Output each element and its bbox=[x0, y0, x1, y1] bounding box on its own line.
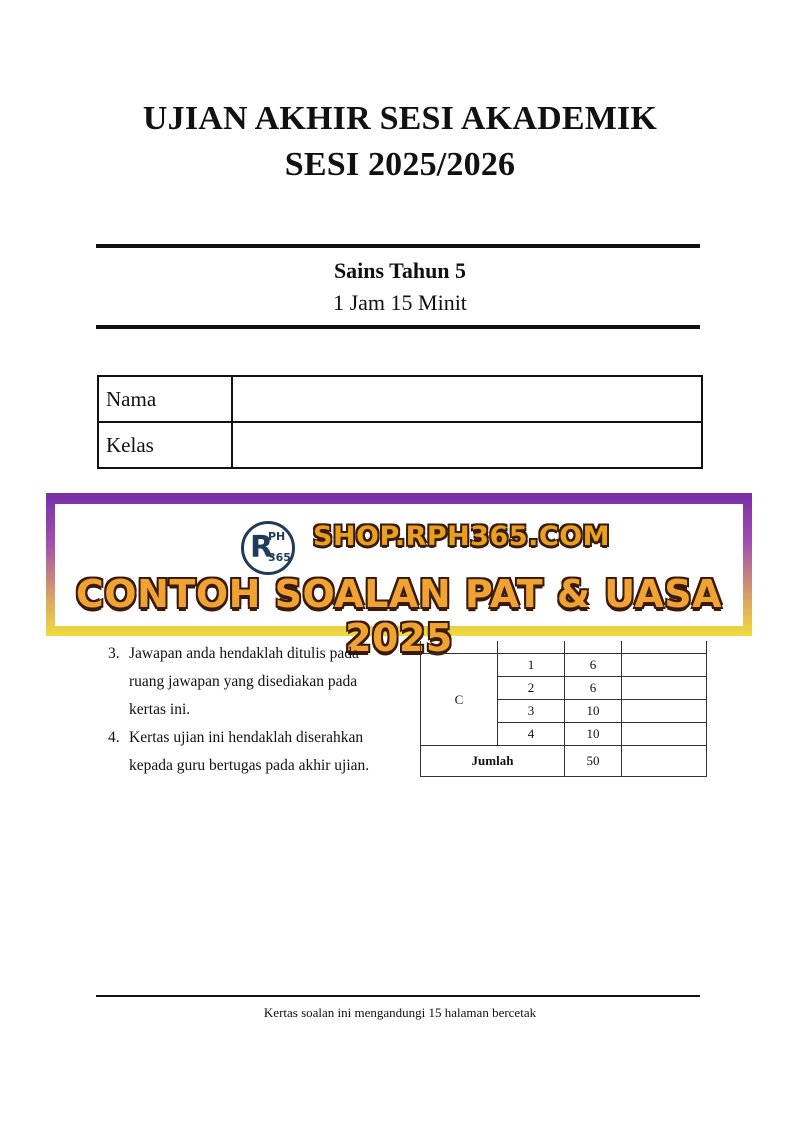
instruction-number: 3. bbox=[108, 645, 120, 662]
instruction-line: Jawapan anda hendaklah ditulis pada bbox=[129, 645, 359, 662]
name-label: Nama bbox=[98, 376, 232, 422]
promo-headline: CONTOH SOALAN PAT & UASA 2025 bbox=[75, 572, 723, 660]
instruction-line: kertas ini. bbox=[129, 701, 191, 718]
total-obtained bbox=[622, 746, 707, 777]
exam-title-line2: SESI 2025/2026 bbox=[284, 146, 516, 183]
logo-bottom-text: 365 bbox=[268, 551, 291, 564]
rph365-logo bbox=[241, 521, 295, 575]
total-label: Jumlah bbox=[421, 746, 565, 777]
section-label: C bbox=[421, 654, 498, 746]
instruction-item bbox=[108, 640, 398, 724]
name-field[interactable] bbox=[232, 376, 702, 422]
class-row bbox=[98, 422, 702, 468]
instruction-line: Kertas ujian ini hendaklah diserahkan bbox=[129, 729, 364, 746]
student-info-table bbox=[97, 375, 703, 469]
exam-duration: 1 Jam 15 Minit bbox=[333, 290, 467, 315]
table-row bbox=[421, 654, 707, 677]
full-marks: 6 bbox=[565, 677, 622, 700]
marks-obtained bbox=[622, 654, 707, 677]
bottom-rule bbox=[96, 325, 700, 329]
full-marks: 6 bbox=[565, 654, 622, 677]
top-rule bbox=[96, 244, 700, 248]
table-cell bbox=[498, 641, 565, 654]
question-number: 1 bbox=[498, 654, 565, 677]
shop-url: SHOP.RPH365.COM bbox=[313, 521, 611, 552]
total-row bbox=[421, 746, 707, 777]
class-field[interactable] bbox=[232, 422, 702, 468]
page-count-note: Kertas soalan ini mengandungi 15 halaman bercetak bbox=[263, 1005, 537, 1020]
instructions-list bbox=[108, 640, 398, 780]
instruction-line: ruang jawapan yang disediakan pada bbox=[129, 673, 358, 690]
class-label: Kelas bbox=[98, 422, 232, 468]
exam-title-line1: UJIAN AKHIR SESI AKADEMIK bbox=[142, 100, 658, 137]
question-number: 2 bbox=[498, 677, 565, 700]
instruction-item bbox=[108, 724, 398, 780]
subject-title: Sains Tahun 5 bbox=[333, 258, 467, 283]
question-number: 3 bbox=[498, 700, 565, 723]
full-marks: 10 bbox=[565, 723, 622, 746]
name-row bbox=[98, 376, 702, 422]
logo-top-text: PH bbox=[268, 530, 286, 543]
table-row bbox=[421, 641, 707, 654]
marks-obtained bbox=[622, 700, 707, 723]
instruction-number: 4. bbox=[108, 729, 120, 746]
table-cell bbox=[622, 641, 707, 654]
marks-obtained bbox=[622, 723, 707, 746]
full-marks: 10 bbox=[565, 700, 622, 723]
footer-rule bbox=[96, 995, 700, 997]
logo-letter: R bbox=[250, 530, 274, 565]
table-cell bbox=[565, 641, 622, 654]
exam-title bbox=[0, 96, 800, 188]
question-number: 4 bbox=[498, 723, 565, 746]
table-cell bbox=[421, 641, 498, 654]
total-marks: 50 bbox=[565, 746, 622, 777]
instruction-line: kepada guru bertugas pada akhir ujian. bbox=[129, 757, 370, 774]
marks-obtained bbox=[622, 677, 707, 700]
marks-table bbox=[420, 641, 707, 777]
